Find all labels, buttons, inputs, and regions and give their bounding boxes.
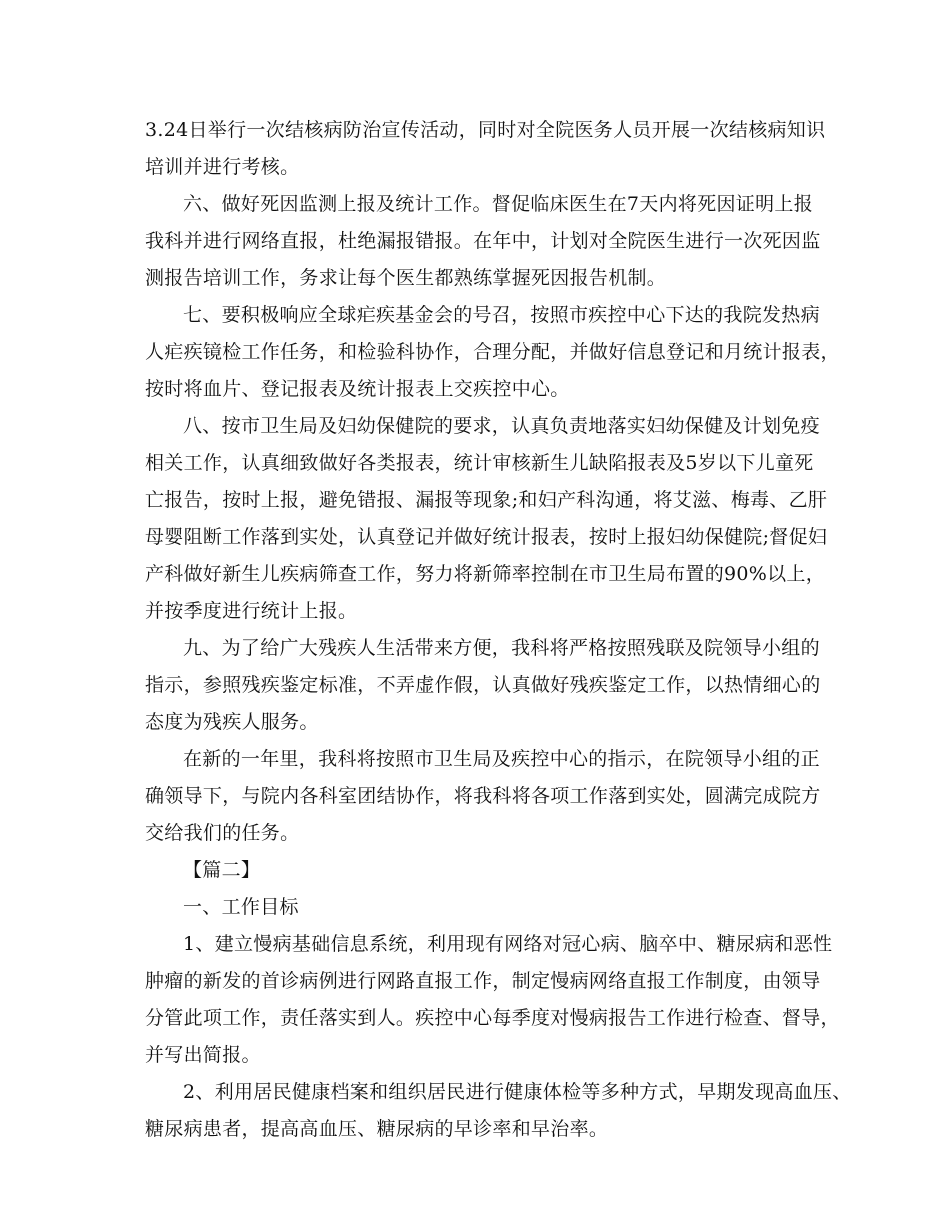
text-line: 糖尿病患者，提高高血压、糖尿病的早诊率和早治率。 bbox=[145, 1118, 609, 1140]
paragraph-start: 六、做好死因监测上报及统计工作。督促临床医生在7天内将死因证明上报 bbox=[183, 193, 813, 215]
paragraph-start: 九、为了给广大残疾人生活带来方便，我科将严格按照残联及院领导小组的 bbox=[183, 637, 820, 659]
paragraph-start: 七、要积极响应全球疟疾基金会的号召，按照市疾控中心下达的我院发热病 bbox=[183, 304, 820, 326]
text-line: 测报告培训工作，务求让每个医生都熟练掌握死因报告机制。 bbox=[145, 267, 667, 289]
text-line: 按时将血片、登记报表及统计报表上交疾控中心。 bbox=[145, 378, 570, 400]
paragraph-start: 1、建立慢病基础信息系统，利用现有网络对冠心病、脑卒中、糖尿病和恶性 bbox=[183, 933, 833, 955]
text-line: 确领导下，与院内各科室团结协作，将我科将各项工作落到实处，圆满完成院方 bbox=[145, 785, 821, 807]
text-line: 相关工作，认真细致做好各类报表，统计审核新生儿缺陷报表及5岁以下儿童死 bbox=[145, 452, 814, 474]
text-line: 分管此项工作，责任落实到人。疾控中心每季度对慢病报告工作进行检查、督导， bbox=[145, 1007, 840, 1029]
text-line: 产科做好新生儿疾病筛查工作，努力将新筛率控制在市卫生局布置的90%以上， bbox=[145, 563, 826, 585]
text-line: 并按季度进行统计上报。 bbox=[145, 600, 358, 622]
subsection-heading: 一、工作目标 bbox=[183, 896, 299, 918]
text-line: 态度为残疾人服务。 bbox=[145, 711, 319, 733]
text-line: 人疟疾镜检工作任务，和检验科协作，合理分配，并做好信息登记和月统计报表， bbox=[145, 341, 840, 363]
text-line: 指示，参照残疾鉴定标准，不弄虚作假，认真做好残疾鉴定工作，以热情细心的 bbox=[145, 674, 821, 696]
text-line: 亡报告，按时上报，避免错报、漏报等现象;和妇产科沟通，将艾滋、梅毒、乙肝 bbox=[145, 489, 828, 511]
paragraph-start: 2、利用居民健康档案和组织居民进行健康体检等多种方式，早期发现高血压、 bbox=[183, 1081, 852, 1103]
section-heading: 【篇二】 bbox=[183, 859, 261, 881]
paragraph-start: 在新的一年里，我科将按照市卫生局及疾控中心的指示，在院领导小组的正 bbox=[183, 748, 820, 770]
text-line: 并写出简报。 bbox=[145, 1044, 261, 1066]
text-line: 交给我们的任务。 bbox=[145, 822, 300, 844]
text-line: 肿瘤的新发的首诊病例进行网路直报工作，制定慢病网络直报工作制度，由领导 bbox=[145, 970, 821, 992]
paragraph-start: 八、按市卫生局及妇幼保健院的要求，认真负责地落实妇幼保健及计划免疫 bbox=[183, 415, 820, 437]
text-line: 我科并进行网络直报，杜绝漏报错报。在年中，计划对全院医生进行一次死因监 bbox=[145, 230, 821, 252]
text-line: 3.24日举行一次结核病防治宣传活动，同时对全院医务人员开展一次结核病知识 bbox=[145, 119, 826, 141]
text-line: 母婴阻断工作落到实处，认真登记并做好统计报表，按时上报妇幼保健院;督促妇 bbox=[145, 526, 828, 548]
text-line: 培训并进行考核。 bbox=[145, 156, 300, 178]
